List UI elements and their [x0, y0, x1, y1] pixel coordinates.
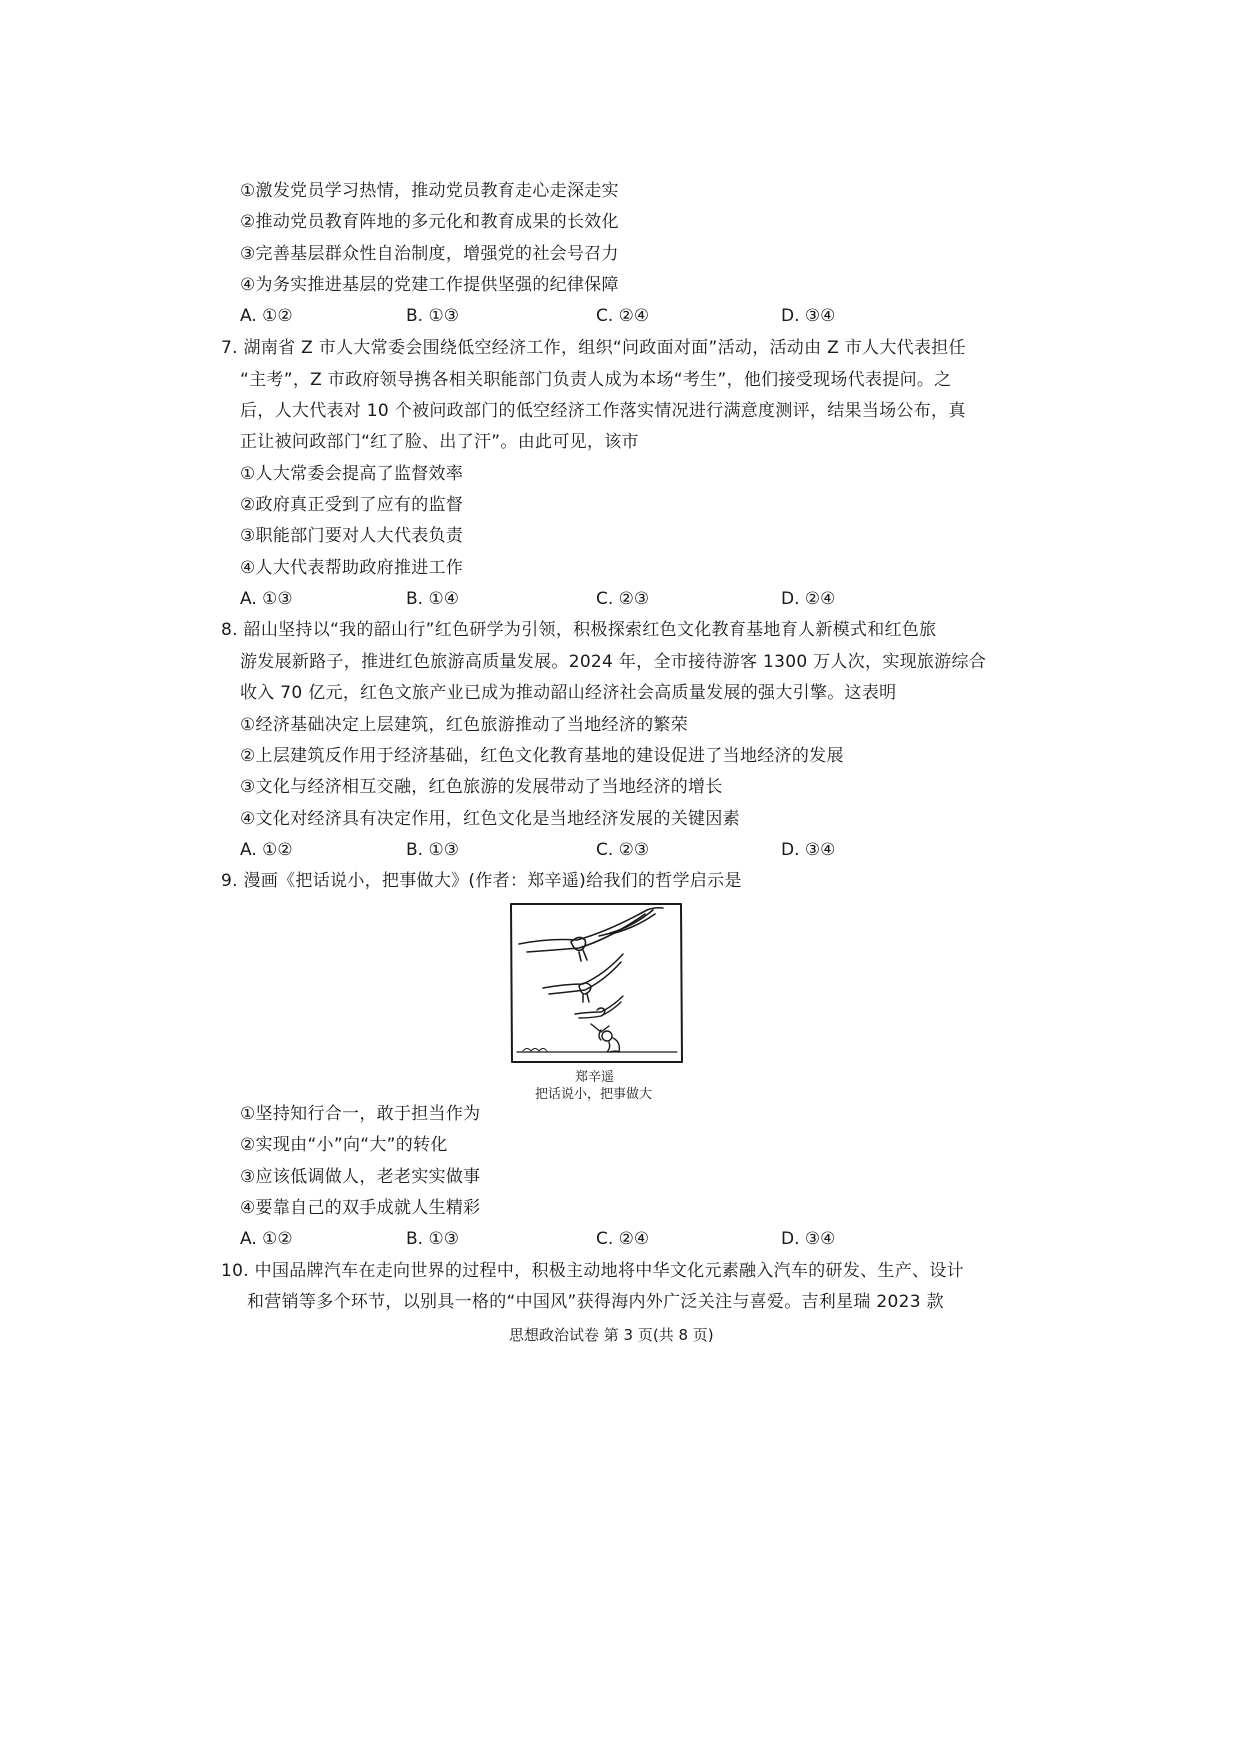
q7-item-3: ③职能部门要对人大代表负责	[240, 526, 464, 546]
q9-item-4: ④要靠自己的双手成就人生精彩	[240, 1198, 481, 1218]
q6-item-1: ①激发党员学习热情，推动党员教育走心走深走实	[240, 181, 619, 201]
q8-stem-line-3: 收入 70 亿元，红色文旅产业已成为推动韶山经济社会高质量发展的强大引擎。这表明	[240, 683, 897, 703]
q9-option-b: B. ①③	[406, 1229, 459, 1249]
q9-option-d: D. ③④	[781, 1229, 836, 1249]
person-figure-icon	[591, 1024, 619, 1052]
q7-item-2: ②政府真正受到了应有的监督	[240, 495, 464, 515]
q6-option-c: C. ②④	[596, 306, 650, 326]
q8-option-d: D. ③④	[781, 840, 836, 860]
cartoon-caption: 把话说小，把事做大	[535, 1087, 653, 1102]
page-footer: 思想政治试卷 第 3 页(共 8 页)	[509, 1326, 714, 1344]
q7-item-1: ①人大常委会提高了监督效率	[240, 464, 464, 484]
q7-stem-line-3: 后，人大代表对 10 个被问政部门的低空经济工作落实情况进行满意度测评，结果当场公布，真	[240, 401, 966, 421]
q6-option-a: A. ①②	[240, 306, 293, 326]
q8-item-1: ①经济基础决定上层建筑，红色旅游推动了当地经济的繁荣	[240, 715, 689, 735]
q10-stem-line-2: 和营销等多个环节，以别具一格的“中国风”获得海内外广泛关注与喜爱。吉利星瑞 2023 款	[247, 1292, 944, 1312]
q8-option-a: A. ①②	[240, 840, 293, 860]
q8-item-4: ④文化对经济具有决定作用，红色文化是当地经济发展的关键因素	[240, 809, 740, 829]
cartoon-signature: 郑辛遥	[575, 1070, 615, 1085]
q6-item-2: ②推动党员教育阵地的多元化和教育成果的长效化	[240, 212, 619, 232]
q7-option-d: D. ②④	[781, 589, 836, 609]
q9-item-2: ②实现由“小”向“大”的转化	[240, 1135, 448, 1155]
q9-option-c: C. ②④	[596, 1229, 650, 1249]
q6-option-d: D. ③④	[781, 306, 836, 326]
q10-stem-line-1: 10. 中国品牌汽车在走向世界的过程中，积极主动地将中华文化元素融入汽车的研发、生产、设计	[221, 1261, 964, 1281]
q7-stem-line-1: 7. 湖南省 Z 市人大常委会围绕低空经济工作，组织“问政面对面”活动，活动由 Z 市人大代表担任	[221, 338, 966, 358]
q6-option-b: B. ①③	[406, 306, 459, 326]
bird-large-icon	[519, 908, 663, 961]
q8-item-3: ③文化与经济相互交融，红色旅游的发展带动了当地经济的增长	[240, 777, 723, 797]
q8-stem-line-2: 游发展新路子，推进红色旅游高质量发展。2024 年，全市接待游客 1300 万人次，实现旅游综合	[240, 652, 987, 672]
q7-option-b: B. ①④	[406, 589, 459, 609]
cartoon-image	[509, 902, 685, 1064]
q9-stem: 9. 漫画《把话说小，把事做大》(作者：郑辛遥)给我们的哲学启示是	[221, 871, 742, 891]
q8-stem-line-1: 8. 韶山坚持以“我的韶山行”红色研学为引领，积极探索红色文化教育基地育人新模式和红色旅	[221, 620, 937, 640]
bird-medium-icon	[543, 954, 623, 1002]
q9-item-1: ①坚持知行合一，敢于担当作为	[240, 1104, 481, 1124]
q8-option-b: B. ①③	[406, 840, 459, 860]
q7-stem-line-4: 正让被问政部门“红了脸、出了汗”。由此可见，该市	[240, 432, 639, 452]
q8-option-c: C. ②③	[596, 840, 650, 860]
q9-option-a: A. ①②	[240, 1229, 293, 1249]
q6-item-4: ④为务实推进基层的党建工作提供坚强的纪律保障	[240, 275, 619, 295]
q9-item-3: ③应该低调做人，老老实实做事	[240, 1167, 481, 1187]
q6-item-3: ③完善基层群众性自治制度，增强党的社会号召力	[240, 244, 619, 264]
q7-stem-line-2: “主考”，Z 市政府领导携各相关职能部门负责人成为本场“考生”，他们接受现场代表提问。之	[240, 370, 952, 390]
q7-item-4: ④人大代表帮助政府推进工作	[240, 558, 464, 578]
bird-small-icon	[575, 996, 623, 1018]
q7-option-a: A. ①③	[240, 589, 293, 609]
q7-option-c: C. ②③	[596, 589, 650, 609]
q8-item-2: ②上层建筑反作用于经济基础，红色文化教育基地的建设促进了当地经济的发展	[240, 746, 844, 766]
